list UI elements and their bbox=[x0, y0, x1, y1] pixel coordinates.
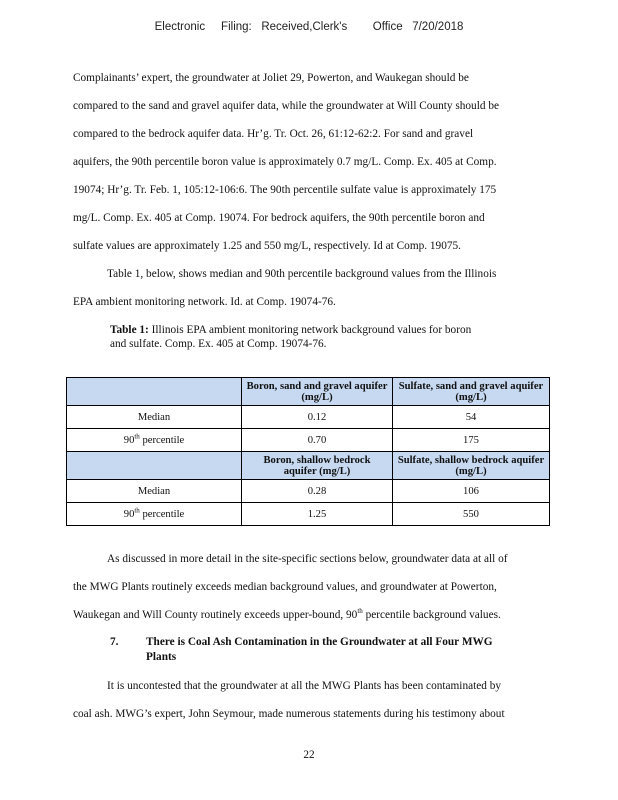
paragraph-1 bbox=[73, 64, 543, 260]
sulfate-value: 106 bbox=[393, 480, 550, 503]
section-title-line: Plants bbox=[146, 651, 177, 663]
text-segment: percentile background values. bbox=[362, 609, 501, 621]
section-title-line: There is Coal Ash Contamination in the Groundwater at all Four MWG bbox=[146, 636, 493, 648]
text-line: mg/L. Comp. Ex. 405 at Comp. 19074. For bedrock aquifers, the 90th percentile boron and bbox=[73, 212, 485, 224]
row-label bbox=[67, 503, 242, 526]
text-line: It is uncontested that the groundwater at all the MWG Plants has been contaminated by bbox=[107, 680, 502, 692]
ordinal-suffix: th bbox=[357, 607, 363, 616]
text-line: the MWG Plants routinely exceeds median background values, and groundwater at Powerton, bbox=[73, 581, 497, 593]
table-row bbox=[67, 406, 550, 429]
caption-line: and sulfate. Comp. Ex. 405 at Comp. 19074-76. bbox=[110, 338, 327, 350]
label-text: percentile bbox=[139, 508, 185, 520]
caption-text: Illinois EPA ambient monitoring network background values for boron bbox=[148, 324, 472, 336]
sulfate-value: 175 bbox=[393, 429, 550, 452]
text-line: Complainants’ expert, the groundwater at Joliet 29, Powerton, and Waukegan should be bbox=[73, 72, 469, 84]
text-line: aquifers, the 90th percentile boron value is approximately 0.7 mg/L. Comp. Ex. 405 at Comp. bbox=[73, 156, 497, 168]
boron-value: 1.25 bbox=[242, 503, 393, 526]
text-line: 19074; Hr’g. Tr. Feb. 1, 105:12-106:6. The 90th percentile sulfate value is approximately 175 bbox=[73, 184, 497, 196]
row-label: Median bbox=[67, 406, 242, 429]
text-line: coal ash. MWG’s expert, John Seymour, made numerous statements during his testimony about bbox=[73, 708, 505, 720]
ordinal-suffix: th bbox=[134, 505, 140, 514]
table-row bbox=[67, 429, 550, 452]
label-number: 90 bbox=[123, 508, 135, 520]
text-line: compared to the bedrock aquifer data. Hr’g. Tr. Oct. 26, 61:12-62:2. For sand and gravel bbox=[73, 128, 474, 140]
boron-value: 0.12 bbox=[242, 406, 393, 429]
text-line: sulfate values are approximately 1.25 and 550 mg/L, respectively. Id at Comp. 19075. bbox=[73, 240, 461, 252]
header-cell-empty bbox=[67, 378, 242, 406]
paragraph-4 bbox=[73, 672, 543, 728]
boron-value: 0.70 bbox=[242, 429, 393, 452]
header-cell-empty bbox=[67, 452, 242, 480]
header-cell-boron: Boron, shallow bedrock aquifer (mg/L) bbox=[242, 452, 393, 480]
row-label: Median bbox=[67, 480, 242, 503]
text-line: As discussed in more detail in the site-specific sections below, groundwater data at all of bbox=[107, 553, 508, 565]
text-line: compared to the sand and gravel aquifer data, while the groundwater at Will County should be bbox=[73, 100, 499, 112]
table-row bbox=[67, 503, 550, 526]
caption-label: Table 1: bbox=[110, 324, 149, 336]
table-header-row bbox=[67, 452, 550, 480]
caption-line bbox=[110, 323, 540, 337]
table-header-row bbox=[67, 378, 550, 406]
section-title bbox=[146, 635, 546, 665]
text-line: Table 1, below, shows median and 90th percentile background values from the Illinois bbox=[107, 268, 497, 280]
ordinal-suffix: th bbox=[134, 431, 140, 440]
header-cell-boron: Boron, sand and gravel aquifer (mg/L) bbox=[242, 378, 393, 406]
text-line bbox=[73, 601, 543, 629]
text-segment: Waukegan and Will County routinely exceeds upper-bound, 90 bbox=[73, 609, 358, 621]
boron-value: 0.28 bbox=[242, 480, 393, 503]
background-values-table bbox=[66, 377, 550, 526]
sulfate-value: 550 bbox=[393, 503, 550, 526]
text-line: EPA ambient monitoring network. Id. at Comp. 19074-76. bbox=[73, 296, 336, 308]
header-cell-sulfate: Sulfate, shallow bedrock aquifer (mg/L) bbox=[393, 452, 550, 480]
label-number: 90 bbox=[123, 434, 135, 446]
sulfate-value: 54 bbox=[393, 406, 550, 429]
paragraph-3 bbox=[73, 545, 543, 629]
header-cell-sulfate: Sulfate, sand and gravel aquifer (mg/L) bbox=[393, 378, 550, 406]
table-caption bbox=[110, 323, 540, 351]
label-text: percentile bbox=[139, 434, 185, 446]
row-label bbox=[67, 429, 242, 452]
filing-header: Electronic Filing: Received,Clerk's Office 7/20/2018 bbox=[154, 21, 464, 33]
section-number: 7. bbox=[110, 636, 119, 648]
table-row bbox=[67, 480, 550, 503]
paragraph-2 bbox=[73, 260, 543, 316]
page-number: 22 bbox=[303, 749, 315, 761]
